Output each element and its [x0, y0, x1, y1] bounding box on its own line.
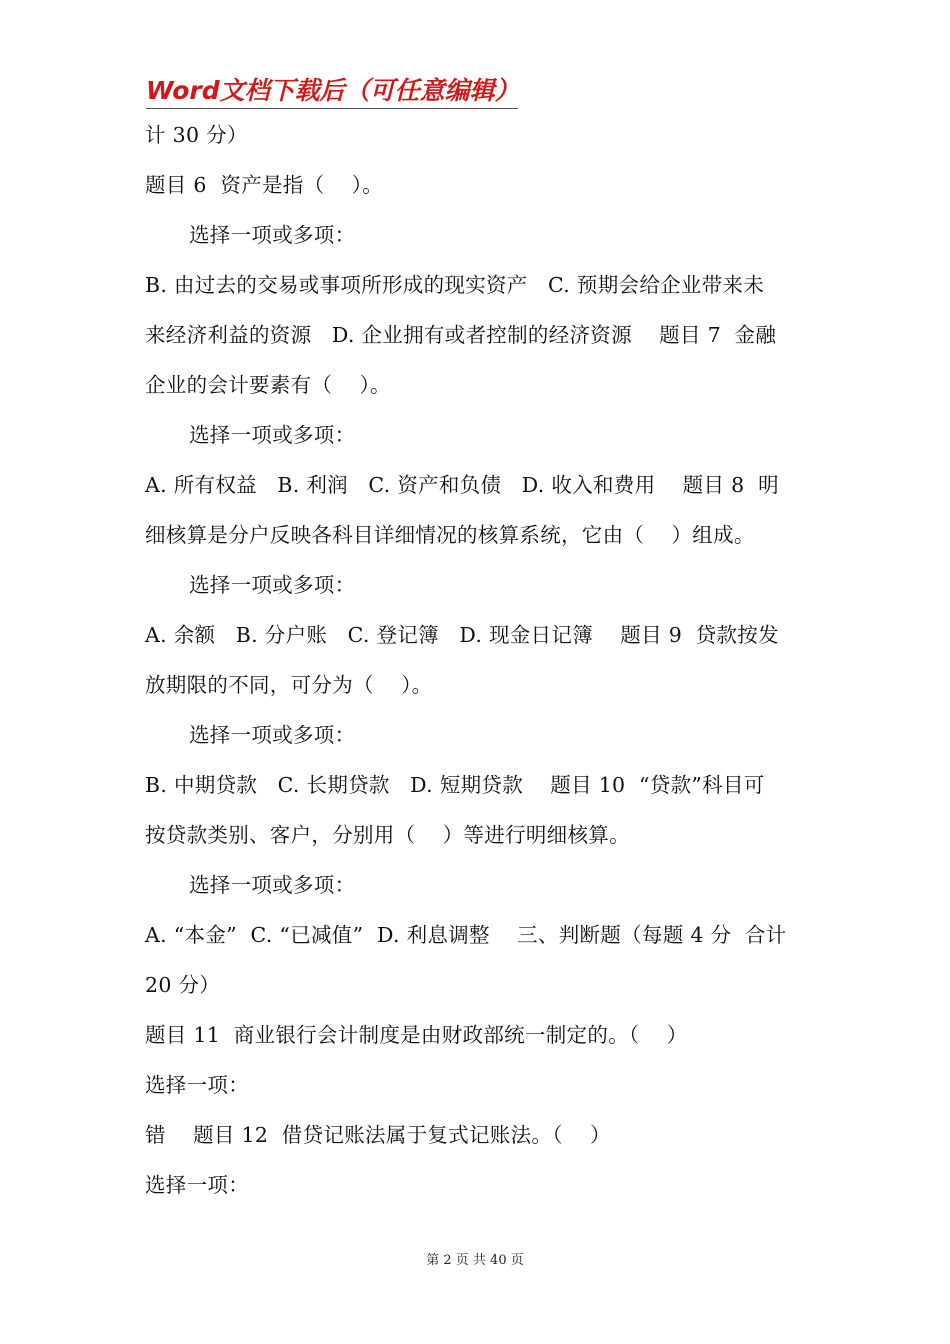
question-6-options: B. 由过去的交易或事项所形成的现实资产 C. 预期会给企业带来未	[145, 273, 765, 297]
page-number: 第 2 页 共 40 页	[426, 1253, 524, 1268]
question-7-title: 企业的会计要素有（ ）。	[145, 373, 391, 397]
question-10-options: A. “本金” C. “已减值” D. 利息调整 三、判断题（每题 4 分 合计	[145, 923, 787, 947]
question-8-title: 细核算是分户反映各科目详细情况的核算系统，它由（ ）组成。	[145, 523, 755, 547]
question-9-title: 放期限的不同，可分为（ ）。	[145, 673, 433, 697]
select-prompt: 选择一项：	[145, 1073, 249, 1097]
question-9-options: B. 中期贷款 C. 长期贷款 D. 短期贷款 题目 10 “贷款”科目可	[145, 773, 765, 797]
text-line: 计 30 分）	[145, 123, 248, 147]
text-line: 来经济利益的资源 D. 企业拥有或者控制的经济资源 题目 7 金融	[145, 323, 777, 347]
question-11-title: 题目 11 商业银行会计制度是由财政部统一制定的。（ ）	[145, 1023, 688, 1047]
question-12-title: 错 题目 12 借贷记账法属于复式记账法。（ ）	[145, 1123, 611, 1147]
text-line: 20 分）	[145, 973, 221, 997]
select-prompt: 选择一项或多项：	[189, 423, 356, 447]
select-prompt: 选择一项或多项：	[189, 723, 356, 747]
question-8-options: A. 余额 B. 分户账 C. 登记簿 D. 现金日记簿 题目 9 贷款按发	[145, 623, 779, 647]
question-6-title: 题目 6 资产是指（ ）。	[145, 173, 384, 197]
select-prompt: 选择一项：	[145, 1173, 249, 1197]
document-header	[146, 74, 518, 109]
header-title: Word文档下载后（可任意编辑）	[146, 76, 520, 105]
question-10-title: 按贷款类别、客户，分别用（ ）等进行明细核算。	[145, 823, 630, 847]
select-prompt: 选择一项或多项：	[189, 223, 356, 247]
select-prompt: 选择一项或多项：	[189, 873, 356, 897]
select-prompt: 选择一项或多项：	[189, 573, 356, 597]
question-7-options: A. 所有权益 B. 利润 C. 资产和负债 D. 收入和费用 题目 8 明	[145, 473, 779, 497]
